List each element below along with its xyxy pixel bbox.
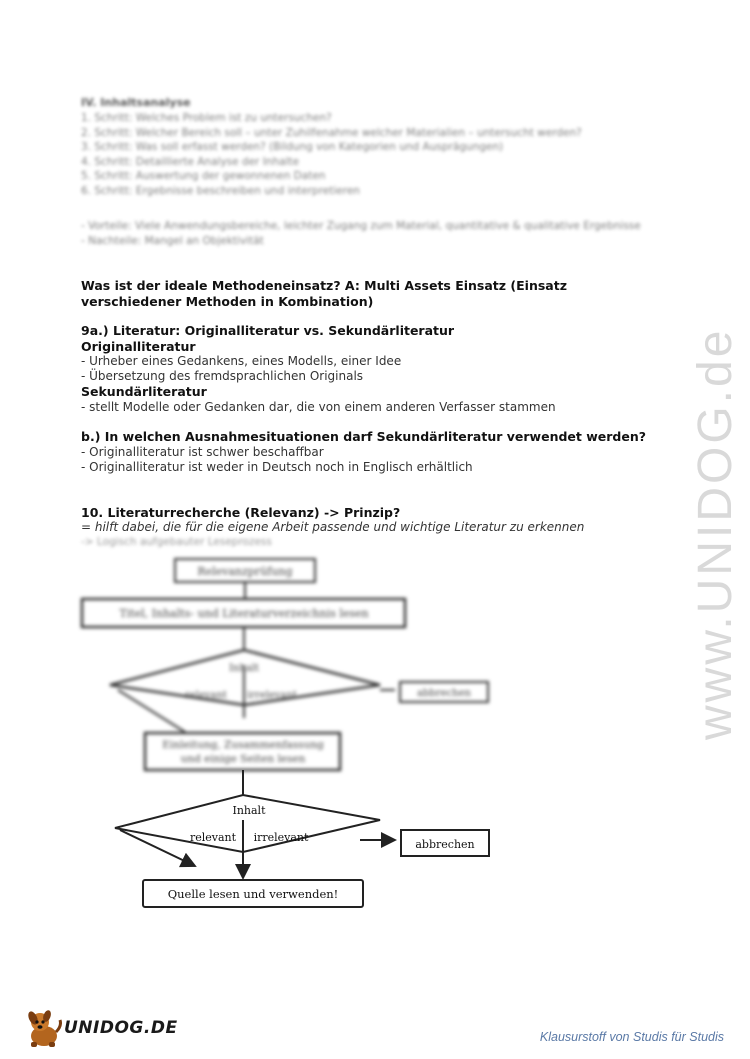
flowchart-relevant-2: relevant	[189, 831, 237, 844]
list-item: 1. Schritt: Welches Problem ist zu untersuchen?	[81, 112, 332, 124]
research-definition: = hilft dabei, die für die eigene Arbeit passende und wichtige Literatur zu erkennen	[81, 520, 585, 534]
flowchart-box-start-label: Relevanzprüfung	[197, 565, 293, 578]
flowchart-diamond-1-label: Inhalt	[228, 663, 260, 674]
flowchart-relevant-1: relevant	[185, 690, 227, 701]
list-item: 6. Schritt: Ergebnisse beschreiben und interpretieren	[81, 184, 360, 197]
flowchart-box-intro-label-1: Einleitung, Zusammenfassung	[162, 739, 324, 751]
dog-icon	[24, 1008, 62, 1048]
question-10: 10. Literaturrecherche (Relevanz) -> Prinzip?	[81, 505, 401, 520]
question-9a: 9a.) Literatur: Originalliteratur vs. Sekundärliteratur	[81, 323, 455, 338]
list-item: - Vorteile: Viele Anwendungsbereiche, leichter Zugang zum Material, quantitative & qualitative Ergebnisse	[81, 220, 641, 232]
list-item: 4. Schritt: Detaillierte Analyse der Inhalte	[81, 155, 300, 168]
flowchart-abort-2-label: abbrechen	[415, 838, 475, 851]
secondary-literature-point: - stellt Modelle oder Gedanken dar, die von einem anderen Verfasser stammen	[81, 400, 556, 414]
original-literature-point: - Übersetzung des fremdsprachlichen Originals	[81, 369, 364, 383]
ideal-method-question: Was ist der ideale Methodeneinsatz? A: Multi Assets Einsatz (Einsatz verschiedener Methoden in Kombination)	[81, 278, 567, 309]
exception-point: - Originalliteratur ist weder in Deutsch noch in Englisch erhältlich	[81, 460, 473, 474]
list-item: - Nachteile: Mangel an Objektivität	[81, 234, 264, 247]
blurred-heading: IV. Inhaltsanalyse	[81, 96, 191, 109]
flowchart-irrelevant-2: irrelevant	[253, 831, 309, 844]
relevance-flowchart	[0, 548, 750, 920]
list-item: 5. Schritt: Auswertung der gewonnenen Daten	[81, 170, 326, 182]
flowchart-abort-1-label: abbrechen	[417, 688, 471, 699]
blurred-pros-cons	[81, 219, 681, 248]
logo-text: UNIDOG.DE	[64, 1018, 178, 1038]
flowchart-final-label: Quelle lesen und verwenden!	[167, 887, 339, 901]
original-literature-heading: Originalliteratur	[81, 339, 196, 354]
unidog-logo	[24, 1008, 178, 1048]
list-item: 2. Schritt: Welcher Bereich soll – unter Zuhilfenahme welcher Materialien – untersucht werden?	[81, 126, 582, 139]
footer-tagline: Klausurstoff von Studis für Studis	[539, 1030, 724, 1044]
question-9b: b.) In welchen Ausnahmesituationen darf Sekundärliteratur verwendet werden?	[81, 429, 646, 444]
flowchart-irrelevant-1: irrelevant	[247, 690, 297, 701]
flowchart-box-intro-label-2: und einige Seiten lesen	[180, 753, 306, 765]
secondary-literature-heading: Sekundärliteratur	[81, 384, 207, 399]
watermark: www.UNIDOG.de	[689, 327, 742, 740]
blurred-steps-list	[81, 111, 641, 198]
exception-point: - Originalliteratur ist schwer beschaffbar	[81, 445, 324, 459]
flowchart-diamond-2-label: Inhalt	[232, 804, 266, 817]
research-definition-blurred: -> Logisch aufgebauter Leseprozess	[81, 536, 272, 548]
flowchart-blurred-part	[82, 559, 488, 770]
flowchart-box-title-label: Titel, Inhalts- und Literaturverzeichnis lesen	[119, 607, 369, 620]
list-item: 3. Schritt: Was soll erfasst werden? (Bildung von Kategorien und Ausprägungen)	[81, 141, 504, 153]
original-literature-point: - Urheber eines Gedankens, eines Modells, einer Idee	[81, 354, 402, 368]
